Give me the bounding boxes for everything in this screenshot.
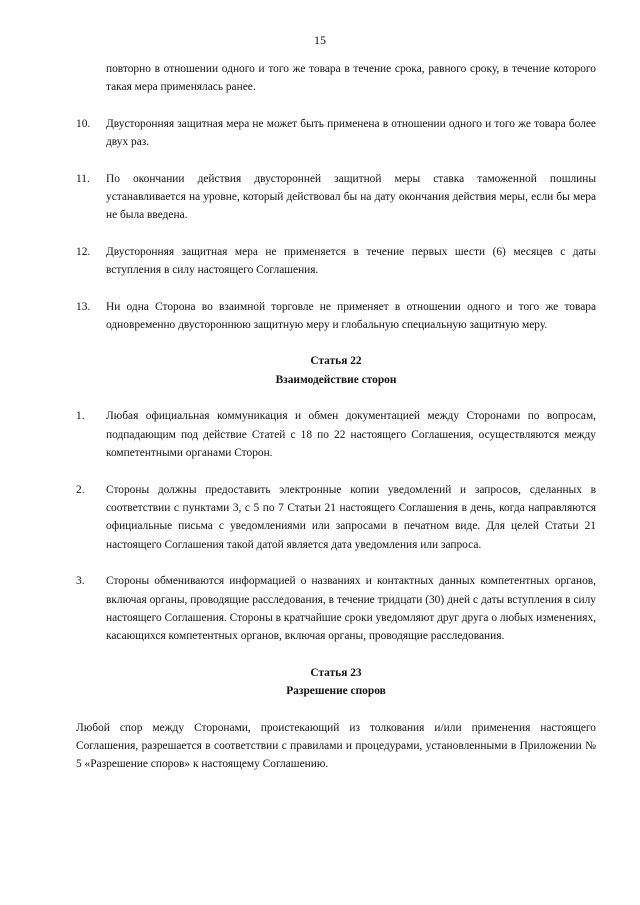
list-item — [76, 407, 596, 462]
list-item-number: 11. — [76, 172, 90, 185]
article-title: Разрешение споров — [286, 685, 386, 698]
list-item-text: Любая официальная коммуникация и обмен документацией между Сторонами по вопросам, подпадающим под действие Статей с 18 по 22 настоящего Соглашения, осуществляются между компетентными органами Сторон. — [106, 410, 596, 460]
list-item — [76, 170, 596, 225]
list-item-number: 13. — [76, 300, 91, 313]
list-item-text: Двусторонняя защитная мера не может быть применена в отношении одного и того же товара более двух раз. — [106, 117, 596, 149]
article-title: Взаимодействие сторон — [275, 373, 397, 386]
article-number: Статья 22 — [310, 355, 362, 368]
list-item — [76, 481, 596, 555]
list-item-text: По окончании действия двусторонней защитной меры ставка таможенной пошлины устанавливается на уровне, который действовал бы на дату окончания действия меры, если бы мера не была введена. — [106, 172, 596, 222]
list-item-number: 3. — [76, 575, 85, 588]
article21-items — [76, 115, 596, 335]
article-number: Статья 23 — [310, 666, 362, 679]
list-item-number: 10. — [76, 117, 91, 130]
list-item — [76, 243, 596, 280]
list-item-number: 2. — [76, 483, 85, 496]
list-item-number: 1. — [76, 410, 85, 423]
page-number: 15 — [314, 33, 326, 47]
list-item — [76, 115, 596, 152]
list-item — [76, 298, 596, 335]
list-item-text: Стороны обмениваются информацией о названиях и контактных данных компетентных органов, включая органы, проводящие расследования, в течение тридцати (30) дней с даты вступления в силу настоящего Соглашения. Стороны в кратчайшие сроки уведомляют друг друга о любых изменениях, касающихся компетентных органов, включая органы, проводящие расследования. — [106, 575, 596, 643]
list-item-text: Ни одна Сторона во взаимной торговле не применяет в отношении одного и того же товара одновременно двустороннюю защитную меру и глобальную специальную защитную меру. — [106, 300, 596, 332]
list-item-text: Двусторонняя защитная мера не применяется в течение первых шести (6) месяцев с даты вступления в силу настоящего Соглашения. — [106, 245, 596, 277]
article-23-heading — [76, 664, 596, 701]
document-body — [76, 60, 596, 774]
list-item-text: Стороны должны предоставить электронные копии уведомлений и запросов, сделанных в соответствии с пунктами 3, с 5 по 7 Статьи 21 настоящего Соглашения в день, когда направляются официальные письма с уведомлениями или запросами в печатном виде. Для целей Статьи 21 настоящего Соглашения такой датой является дата уведомления или запроса. — [106, 483, 596, 551]
list-item — [76, 572, 596, 646]
list-item-number: 12. — [76, 245, 91, 258]
continuation-paragraph: повторно в отношении одного и того же товара в течение срока, равного сроку, в течение которого такая мера применялась ранее. — [106, 63, 596, 94]
article22-items — [76, 407, 596, 645]
article-22-heading — [76, 352, 596, 389]
dispute-paragraph: Любой спор между Сторонами, проистекающий из толкования и/или применения настоящего Соглашения, разрешается в соответствии с правилами и процедурами, установленными в Приложении № 5 «Разрешение споров» к настоящему Соглашению. — [76, 721, 596, 771]
